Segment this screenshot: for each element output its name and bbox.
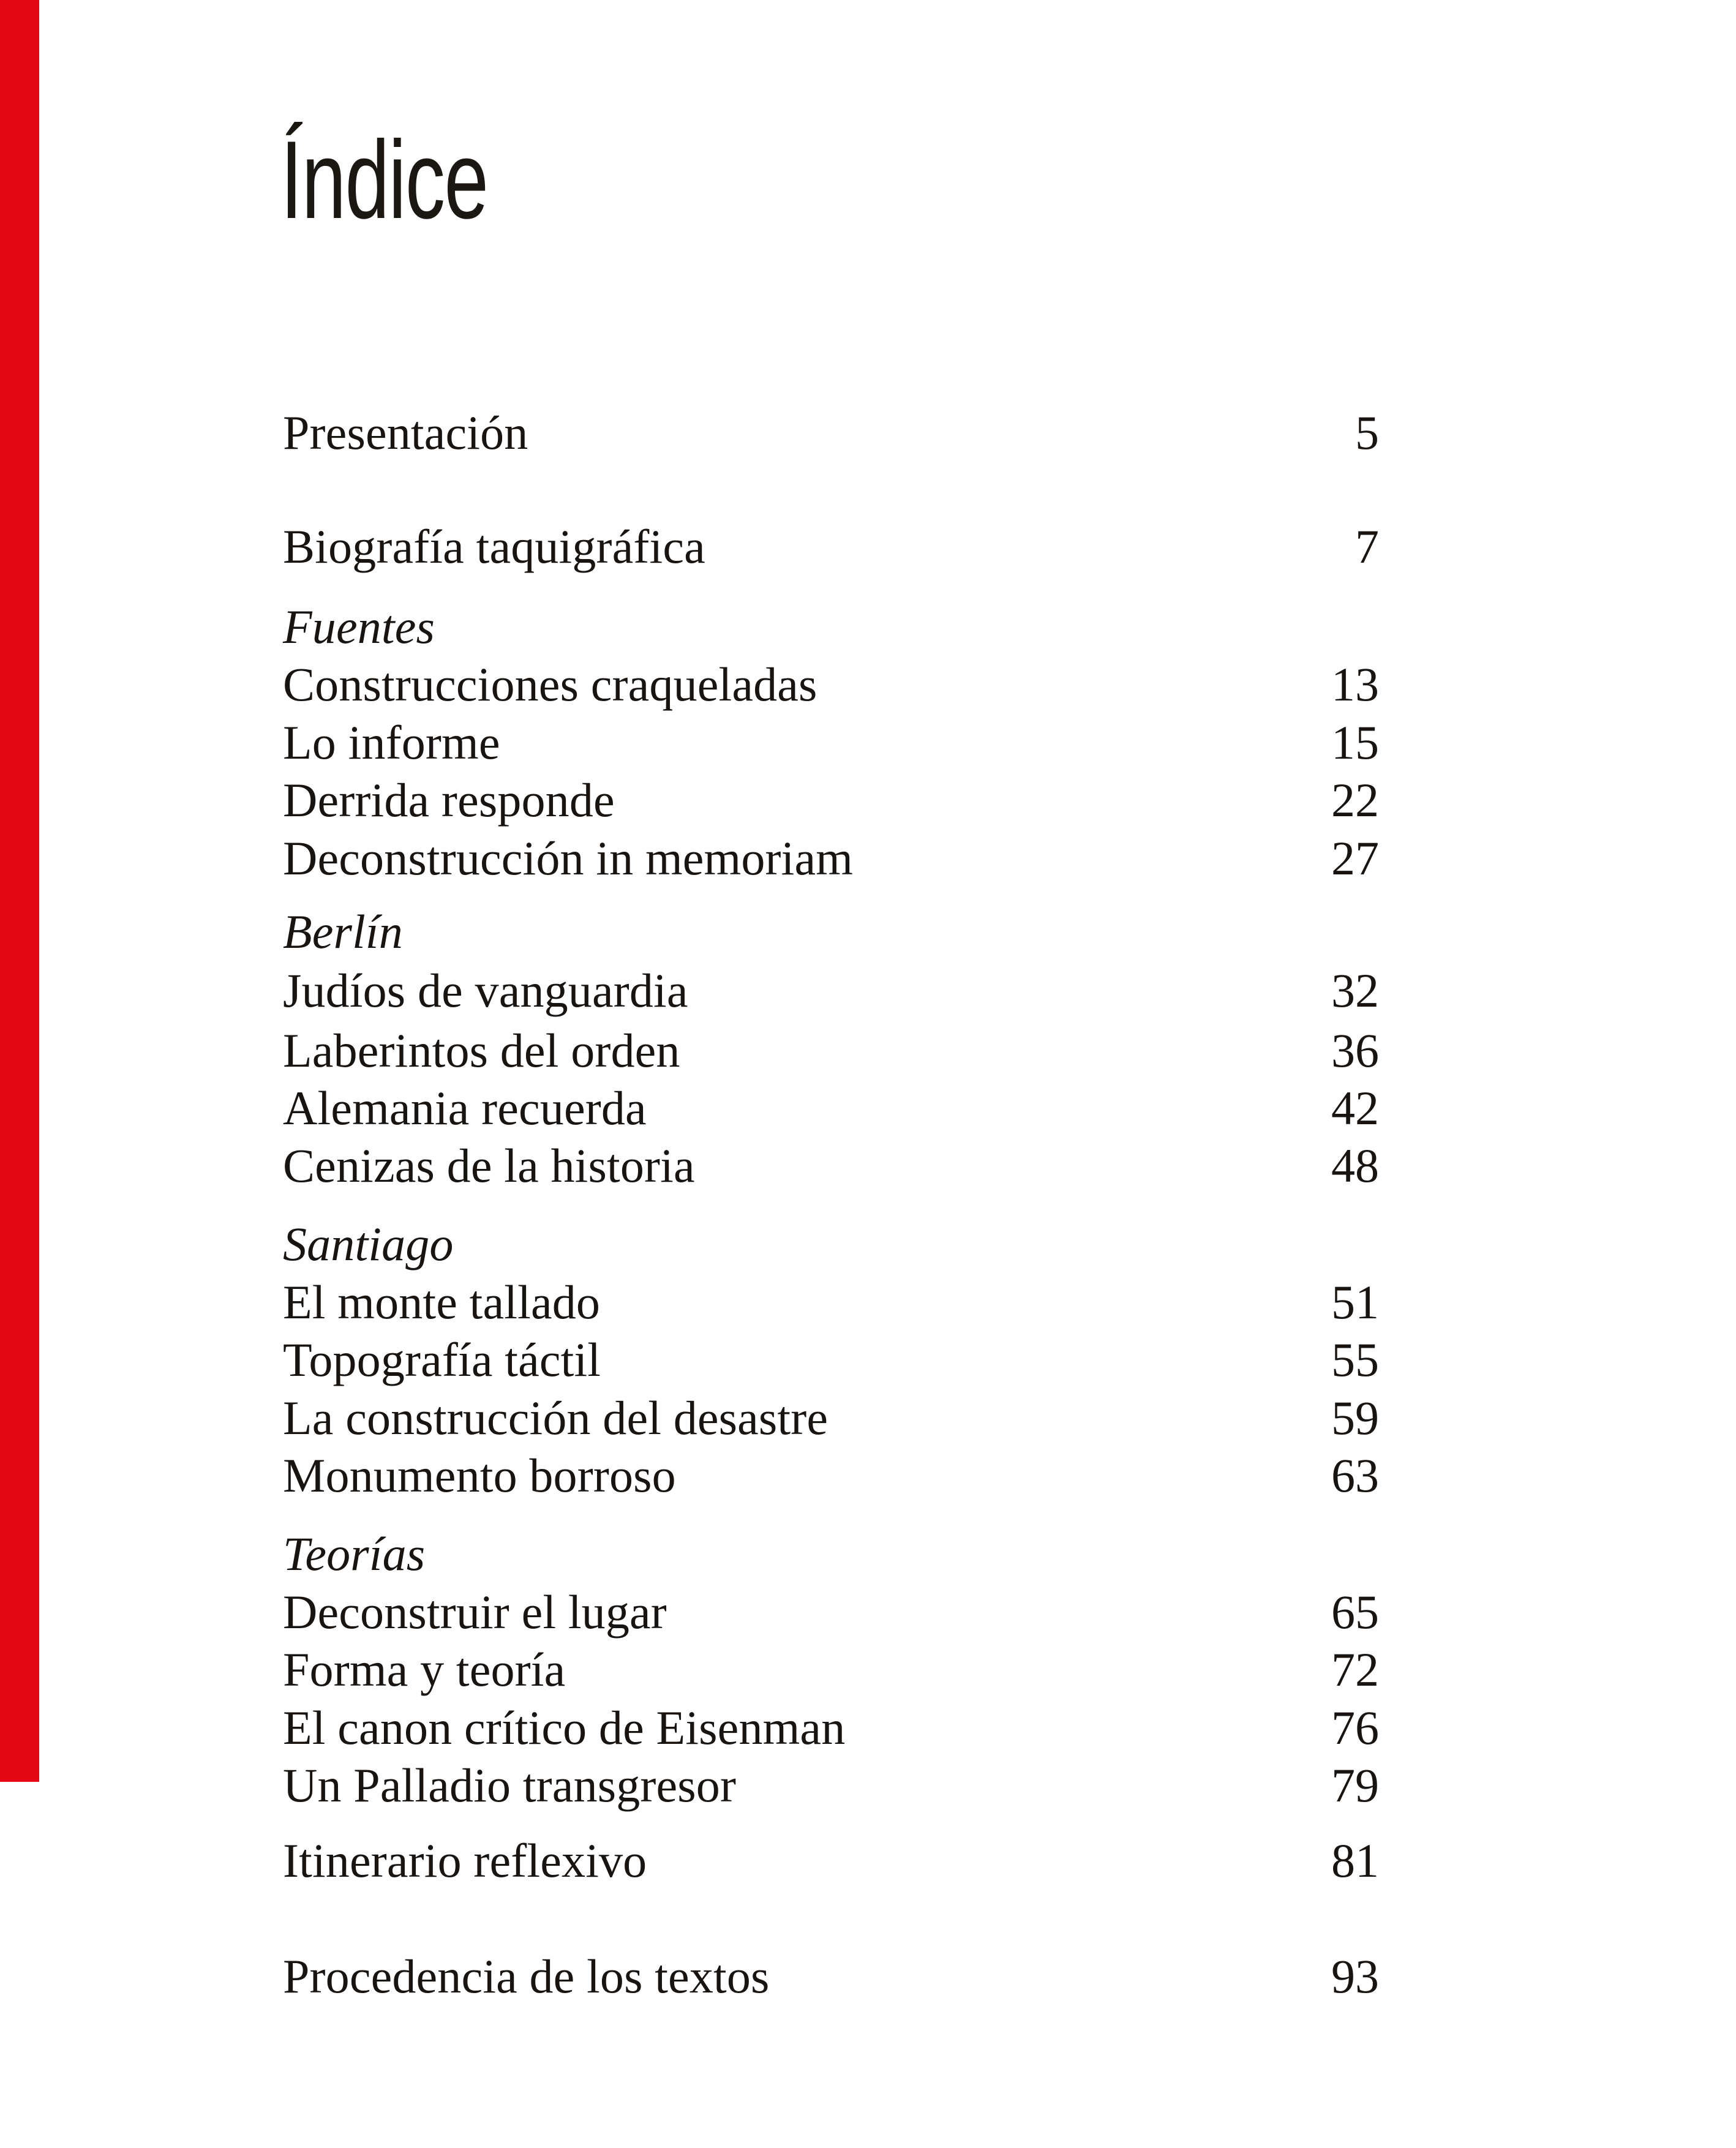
toc-page-number: 42 xyxy=(1331,1081,1379,1135)
toc-entry-label: Forma y teoría xyxy=(283,1643,566,1696)
toc-page-number: 93 xyxy=(1331,1950,1379,2003)
toc-section-header xyxy=(283,1216,1379,1272)
toc-entry-label: Biografía taquigráfica xyxy=(283,520,705,573)
toc-page-number: 27 xyxy=(1331,832,1379,885)
toc-row xyxy=(283,830,1379,887)
toc-entry-label: El canon crítico de Eisenman xyxy=(283,1701,846,1754)
toc-row xyxy=(283,963,1379,1019)
toc-section-label: Santiago xyxy=(283,1217,454,1271)
toc-page-number: 65 xyxy=(1331,1585,1379,1639)
toc-section-label: Teorías xyxy=(283,1527,426,1580)
toc-entry-label: Judíos de vanguardia xyxy=(283,964,688,1017)
toc-page-number: 15 xyxy=(1331,716,1379,769)
toc-section-header xyxy=(283,1526,1379,1582)
toc-entry-label: El monte tallado xyxy=(283,1275,601,1329)
toc-section-label: Berlín xyxy=(283,905,403,958)
toc-entry-label: Itinerario reflexivo xyxy=(283,1834,647,1887)
toc-row xyxy=(283,1642,1379,1698)
toc-page-number: 72 xyxy=(1331,1643,1379,1696)
toc-row xyxy=(283,1023,1379,1079)
toc-entry-label: Deconstruir el lugar xyxy=(283,1585,667,1639)
toc-row xyxy=(283,405,1379,461)
toc-page-number: 32 xyxy=(1331,964,1379,1017)
toc-page-number: 59 xyxy=(1331,1391,1379,1444)
toc-entry-label: Un Palladio transgresor xyxy=(283,1759,737,1812)
toc-row xyxy=(283,1332,1379,1388)
toc-entry-label: Cenizas de la historia xyxy=(283,1139,695,1192)
toc-entry-label: Monumento borroso xyxy=(283,1449,676,1502)
toc-page-number: 7 xyxy=(1355,520,1379,573)
toc-page-number: 81 xyxy=(1331,1834,1379,1887)
toc-row xyxy=(283,1757,1379,1814)
toc-page-number: 5 xyxy=(1355,406,1379,459)
toc-entry-label: Alemania recuerda xyxy=(283,1081,647,1135)
toc-row xyxy=(283,1080,1379,1136)
toc-row xyxy=(283,772,1379,828)
toc-page-number: 36 xyxy=(1331,1024,1379,1077)
toc-row xyxy=(283,1833,1379,1889)
toc-entry-label: Topografía táctil xyxy=(283,1333,601,1386)
toc-row xyxy=(283,1700,1379,1756)
toc-page-number: 13 xyxy=(1331,658,1379,711)
toc-entry-label: Construcciones craqueladas xyxy=(283,658,817,711)
toc-page-number: 79 xyxy=(1331,1759,1379,1812)
toc-page-number: 22 xyxy=(1331,773,1379,827)
toc-section-label: Fuentes xyxy=(283,600,435,653)
page-title: Índice xyxy=(280,118,488,242)
toc-page-number: 63 xyxy=(1331,1449,1379,1502)
toc-row xyxy=(283,1948,1379,2005)
toc-page-number: 51 xyxy=(1331,1275,1379,1329)
toc-row xyxy=(283,1448,1379,1504)
toc-row xyxy=(283,715,1379,771)
toc-section-header xyxy=(283,904,1379,960)
toc-row xyxy=(283,656,1379,713)
toc-entry-label: Derrida responde xyxy=(283,773,615,827)
toc-row xyxy=(283,1138,1379,1194)
toc-section-header xyxy=(283,599,1379,655)
toc-entry-label: Lo informe xyxy=(283,716,500,769)
toc-entry-label: Laberintos del orden xyxy=(283,1024,680,1077)
toc-row xyxy=(283,1584,1379,1640)
toc-entry-label: Deconstrucción in memoriam xyxy=(283,832,854,885)
toc-page-number: 76 xyxy=(1331,1701,1379,1754)
toc-row xyxy=(283,1390,1379,1446)
toc-entry-label: Procedencia de los textos xyxy=(283,1950,770,2003)
toc-page-number: 48 xyxy=(1331,1139,1379,1192)
toc-row xyxy=(283,519,1379,575)
toc-entry-label: La construcción del desastre xyxy=(283,1391,829,1444)
toc-row xyxy=(283,1274,1379,1331)
toc-page-number: 55 xyxy=(1331,1333,1379,1386)
toc-entry-label: Presentación xyxy=(283,406,528,459)
